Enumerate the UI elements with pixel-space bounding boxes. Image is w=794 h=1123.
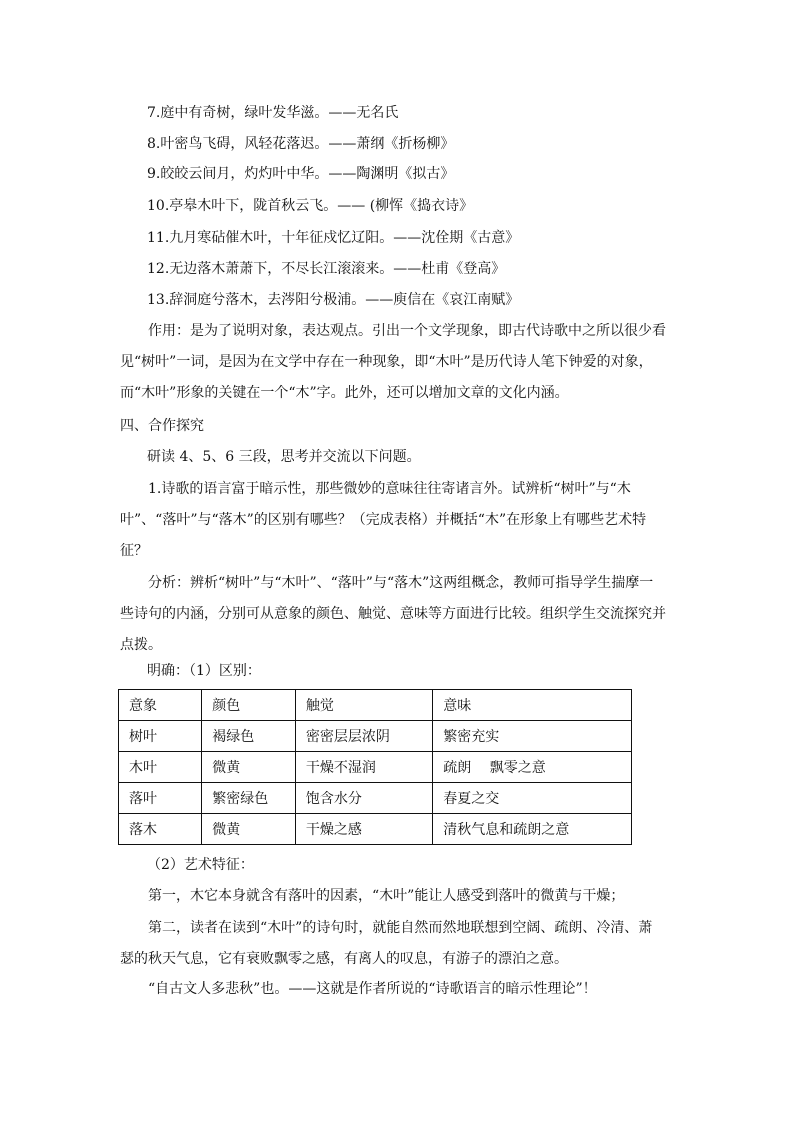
quote-line: 7.庭中有奇树，绿叶发华滋。——无名氏: [147, 105, 399, 121]
quote-line: 11.九月寒砧催木叶，十年征戍忆辽阳。——沈佺期《古意》: [147, 230, 520, 246]
table-cell: 繁密充实: [433, 721, 632, 752]
conclusion-line: “自古文人多悲秋”也。——这就是作者所说的“诗歌语言的暗示性理论”！: [148, 981, 597, 997]
quote-line: 12.无边落木萧萧下，不尽长江滚滚来。——杜甫《登高》: [147, 261, 506, 277]
table-cell: 春夏之交: [433, 783, 632, 814]
table-row: [119, 783, 632, 814]
table-header-cell: 颜色: [202, 690, 296, 721]
table-cell: 干燥不湿润: [295, 752, 432, 783]
table-cell: 干燥之感: [295, 814, 432, 845]
table-cell: 清秋气息和疏朗之意: [433, 814, 632, 845]
question-paragraph: 1.诗歌的语言富于暗示性，那些微妙的意味往往寄诸言外。试辨析“树叶”与“木叶”、“落叶”与“落木”的区别有哪些？（完成表格）并概括“木”在形象上有哪些艺术特征？: [120, 481, 647, 559]
table-header-row: [119, 690, 632, 721]
analysis-paragraph: 分析：辨析“树叶”与“木叶”、“落叶”与“落木”这两组概念，教师可指导学生揣摩一些诗句的内涵，分别可从意象的颜色、触觉、意味等方面进行比较。组织学生交流探究并点拨。: [120, 575, 666, 653]
table-cell: 树叶: [119, 721, 202, 752]
art-features-label: （2）艺术特征：: [147, 857, 254, 873]
table-row: [119, 752, 632, 783]
table-row: [119, 721, 632, 752]
clarify-label: 明确：（1）区别：: [147, 663, 261, 679]
comparison-table: [118, 689, 632, 845]
quote-line: 10.亭皋木叶下，陇首秋云飞。—— (柳恽《捣衣诗》: [147, 198, 474, 214]
table-cell: 密密层层浓阴: [295, 721, 432, 752]
table-cell: 微黄: [202, 814, 296, 845]
table-cell: 饱含水分: [295, 783, 432, 814]
table-header-cell: 意象: [119, 690, 202, 721]
table-cell: 疏朗 飘零之意: [433, 752, 632, 783]
quote-line: 8.叶密鸟飞碍，风轻花落迟。——萧纲《折杨柳》: [147, 136, 455, 152]
table-cell: 褐绿色: [202, 721, 296, 752]
section-heading: 四、合作探究: [120, 418, 204, 434]
table-cell: 落叶: [119, 783, 202, 814]
table-header-cell: 触觉: [295, 690, 432, 721]
feature-point-2: 第二，读者在读到“木叶”的诗句时，就能自然而然地联想到空阔、疏朗、冷清、萧瑟的秋天气息，它有衰败飘零之感，有离人的叹息，有游子的漂泊之意。: [120, 920, 653, 967]
table-cell: 微黄: [202, 752, 296, 783]
table-cell: 木叶: [119, 752, 202, 783]
table-cell: 落木: [119, 814, 202, 845]
table-header-cell: 意味: [433, 690, 632, 721]
table-cell: 繁密绿色: [202, 783, 296, 814]
function-paragraph: 作用：是为了说明对象，表达观点。引出一个文学现象，即古代诗歌中之所以很少看见“树叶”一词，是因为在文学中存在一种现象，即“木叶”是历代诗人笔下钟爱的对象，而“木叶”形象的关键在一个“木”字。此外，还可以增加文章的文化内涵。: [120, 323, 666, 401]
feature-point-1: 第一，木它本身就含有落叶的因素，“木叶”能让人感受到落叶的微黄与干燥；: [148, 888, 625, 904]
table-row: [119, 814, 632, 845]
quote-line: 9.皎皎云间月，灼灼叶中华。——陶渊明《拟古》: [147, 166, 455, 182]
quote-line: 13.辞洞庭兮落木，去涔阳兮极浦。——庾信在《哀江南赋》: [147, 292, 520, 308]
task-intro: 研读 4、5、6 三段，思考并交流以下问题。: [147, 449, 421, 465]
